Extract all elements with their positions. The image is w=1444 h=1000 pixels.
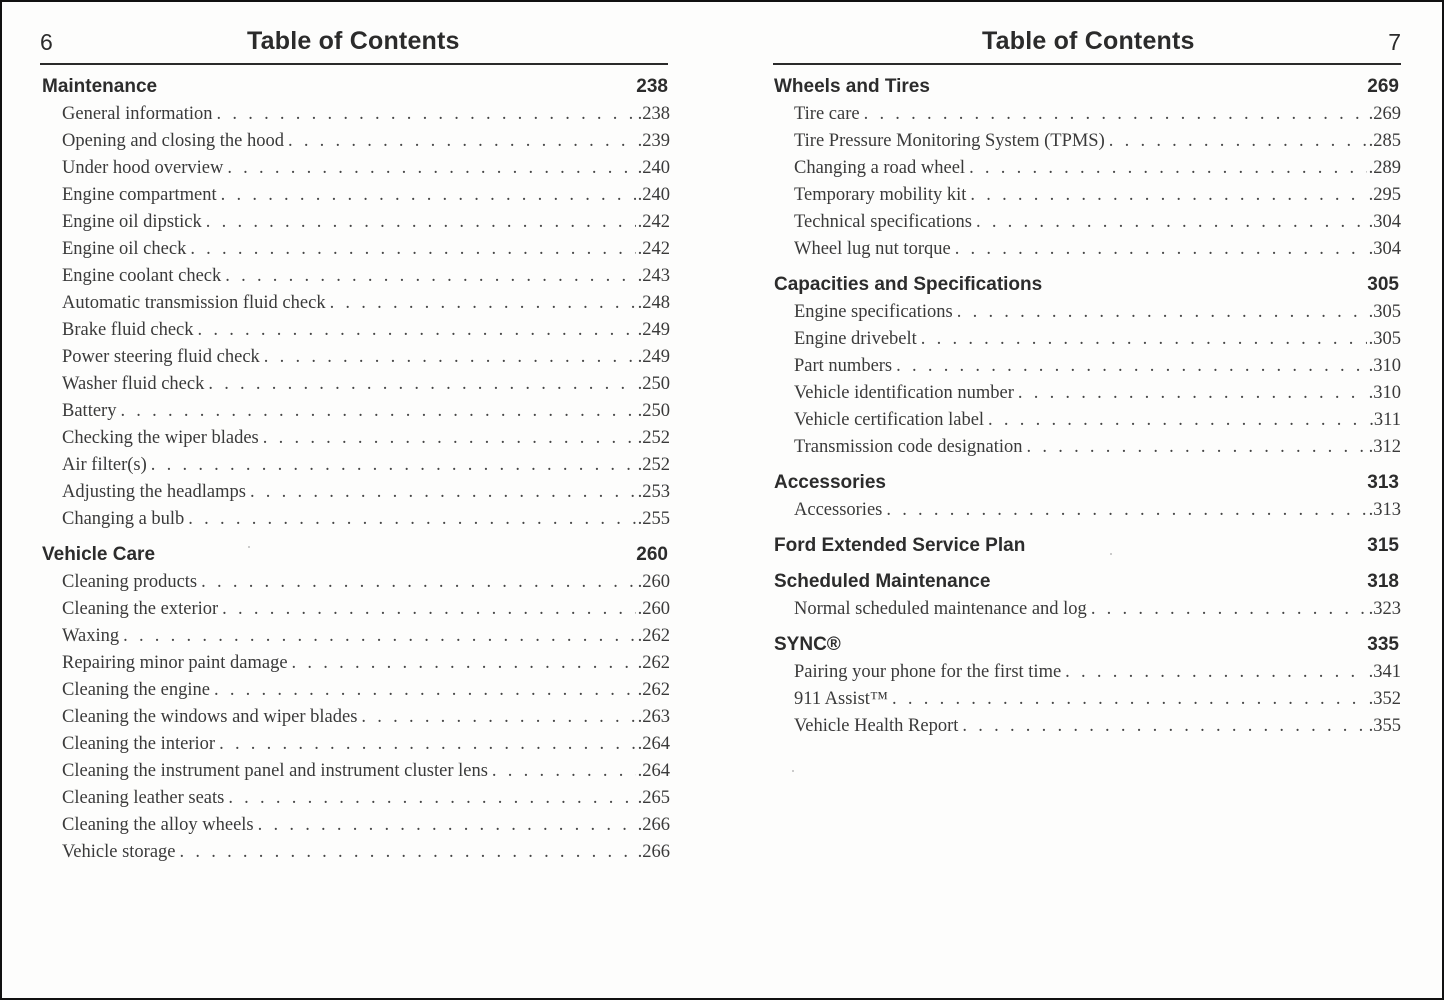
entry-page-number: . 249 — [638, 344, 670, 371]
dot-leader — [976, 209, 1367, 236]
section-page-number: 238 — [636, 76, 668, 97]
toc-entry[interactable] — [42, 506, 670, 533]
section-heading[interactable] — [774, 630, 1401, 659]
dot-leader — [190, 236, 635, 263]
toc-entry[interactable] — [42, 128, 670, 155]
dot-leader — [1018, 380, 1367, 407]
page-number: 7 — [1388, 29, 1401, 55]
entry-page-number: . 255 — [638, 506, 670, 533]
entry-label: Tire care — [794, 104, 860, 124]
toc-entry[interactable] — [774, 101, 1401, 128]
toc-section — [774, 270, 1401, 461]
dot-leader — [1027, 434, 1367, 461]
entry-label: 911 Assist™ — [794, 689, 889, 709]
entry-page-number: . 313 — [1369, 497, 1401, 524]
toc-entry[interactable] — [774, 236, 1401, 263]
dot-leader — [250, 479, 636, 506]
toc-entry[interactable] — [42, 704, 670, 731]
dot-leader — [263, 425, 636, 452]
toc-entry[interactable] — [42, 101, 670, 128]
toc-entry[interactable] — [774, 407, 1401, 434]
toc-entry[interactable] — [774, 434, 1401, 461]
entry-label: Technical specifications — [794, 212, 972, 232]
entry-page-number: . 285 — [1369, 128, 1401, 155]
toc-entry[interactable] — [42, 785, 670, 812]
entry-label: Temporary mobility kit — [794, 185, 967, 205]
entry-label: Engine oil dipstick — [62, 212, 202, 232]
entry-page-number: . 304 — [1369, 209, 1401, 236]
entry-label: Engine compartment — [62, 185, 217, 205]
dot-leader — [219, 731, 636, 758]
entry-page-number: . 253 — [638, 479, 670, 506]
entry-page-number: . 305 — [1369, 326, 1401, 353]
entry-label: Waxing — [62, 626, 120, 646]
right-page — [722, 2, 1442, 998]
entry-page-number: . 250 — [638, 371, 670, 398]
entry-page-number: . 355 — [1369, 713, 1401, 740]
entry-label: Opening and closing the hood — [62, 131, 284, 151]
section-page-number: 260 — [636, 544, 668, 565]
entry-page-number: . 252 — [638, 425, 670, 452]
toc-entry[interactable] — [774, 686, 1401, 713]
toc-entry[interactable] — [42, 479, 670, 506]
entry-page-number: . 239 — [638, 128, 670, 155]
entry-page-number: . 243 — [638, 263, 670, 290]
toc-entry[interactable] — [42, 236, 670, 263]
entry-page-number: . 240 — [638, 155, 670, 182]
entry-page-number: . 260 — [638, 596, 670, 623]
dot-leader — [227, 155, 635, 182]
section-heading[interactable] — [774, 531, 1401, 560]
toc-section — [774, 468, 1401, 524]
toc-section — [774, 567, 1401, 623]
page-number: 6 — [40, 29, 53, 55]
toc-entry[interactable] — [42, 182, 670, 209]
entry-page-number: . 341 — [1369, 659, 1401, 686]
entry-page-number: . 248 — [638, 290, 670, 317]
entry-page-number: . 250 — [638, 398, 670, 425]
entry-page-number: . 269 — [1369, 101, 1401, 128]
entry-label: Air filter(s) — [62, 455, 147, 475]
toc-entry[interactable] — [42, 596, 670, 623]
entry-label: Repairing minor paint damage — [62, 653, 288, 673]
dot-leader — [206, 209, 636, 236]
dot-leader — [221, 182, 636, 209]
dot-leader — [361, 704, 635, 731]
toc-entry[interactable] — [42, 425, 670, 452]
entry-label: Cleaning the exterior — [62, 599, 219, 619]
page-title: Table of Contents — [982, 27, 1195, 55]
entry-page-number: . 242 — [638, 236, 670, 263]
dot-leader — [330, 290, 636, 317]
section-page-number: 313 — [1367, 472, 1399, 493]
entry-page-number: . 305 — [1369, 299, 1401, 326]
section-heading[interactable] — [774, 270, 1401, 299]
entry-label: Checking the wiper blades — [62, 428, 259, 448]
entry-label: Engine specifications — [794, 302, 953, 322]
toc-entry[interactable] — [42, 209, 670, 236]
toc-entry[interactable] — [42, 263, 670, 290]
entry-label: Cleaning the engine — [62, 680, 210, 700]
toc-entry[interactable] — [774, 182, 1401, 209]
entry-page-number: . 311 — [1369, 407, 1401, 434]
entry-label: Battery — [62, 401, 117, 421]
entry-label: Wheel lug nut torque — [794, 239, 951, 259]
toc-entry[interactable] — [42, 758, 670, 785]
toc-entry[interactable] — [774, 659, 1401, 686]
dot-leader — [217, 101, 636, 128]
dot-leader — [957, 299, 1367, 326]
toc-entry[interactable] — [42, 569, 670, 596]
toc-entry[interactable] — [774, 353, 1401, 380]
entry-page-number: . 266 — [638, 839, 670, 866]
section-title: Vehicle Care — [42, 544, 156, 565]
section-title: Capacities and Specifications — [774, 274, 1043, 295]
entry-label: Part numbers — [794, 356, 893, 376]
entry-label: Transmission code designation — [794, 437, 1023, 457]
dot-leader — [151, 452, 636, 479]
toc-entry[interactable] — [42, 623, 670, 650]
dot-leader — [892, 686, 1367, 713]
dot-leader — [188, 506, 635, 533]
entry-label: Accessories — [794, 500, 883, 520]
entry-label: General information — [62, 104, 213, 124]
section-title: SYNC® — [774, 634, 841, 655]
toc-entry[interactable] — [774, 596, 1401, 623]
dot-leader — [988, 407, 1367, 434]
entry-label: Normal scheduled maintenance and log — [794, 599, 1087, 619]
toc-list — [42, 72, 670, 873]
toc-entry[interactable] — [42, 344, 670, 371]
entry-page-number: . 240 — [638, 182, 670, 209]
entry-label: Vehicle identification number — [794, 383, 1014, 403]
section-heading[interactable] — [42, 540, 670, 569]
section-page-number: 335 — [1367, 634, 1399, 655]
toc-entry[interactable] — [774, 128, 1401, 155]
entry-page-number: . 264 — [638, 731, 670, 758]
toc-entry[interactable] — [774, 497, 1401, 524]
entry-label: Cleaning leather seats — [62, 788, 225, 808]
entry-page-number: . 289 — [1369, 155, 1401, 182]
entry-page-number: . 310 — [1369, 353, 1401, 380]
dot-leader — [201, 569, 635, 596]
entry-label: Vehicle Health Report — [794, 716, 959, 736]
dot-leader — [222, 596, 635, 623]
entry-page-number: . 263 — [638, 704, 670, 731]
toc-entry[interactable] — [774, 713, 1401, 740]
entry-page-number: . 264 — [638, 758, 670, 785]
section-page-number: 315 — [1367, 535, 1399, 556]
toc-entry[interactable] — [42, 317, 670, 344]
entry-page-number: . 266 — [638, 812, 670, 839]
dot-leader — [120, 398, 635, 425]
entry-label: Pairing your phone for the first time — [794, 662, 1062, 682]
toc-entry[interactable] — [774, 380, 1401, 407]
section-heading[interactable] — [42, 72, 670, 101]
toc-entry[interactable] — [42, 731, 670, 758]
toc-entry[interactable] — [42, 290, 670, 317]
entry-label: Engine drivebelt — [794, 329, 917, 349]
page-title: Table of Contents — [247, 27, 460, 55]
toc-entry[interactable] — [774, 326, 1401, 353]
toc-entry[interactable] — [42, 371, 670, 398]
dot-leader — [969, 155, 1367, 182]
entry-label: Cleaning products — [62, 572, 198, 592]
entry-page-number: . 310 — [1369, 380, 1401, 407]
toc-entry[interactable] — [42, 812, 670, 839]
entry-page-number: . 262 — [638, 650, 670, 677]
dot-leader — [970, 182, 1366, 209]
toc-list — [774, 72, 1401, 747]
entry-label: Vehicle storage — [62, 842, 176, 862]
section-page-number: 318 — [1367, 571, 1399, 592]
toc-section — [774, 72, 1401, 263]
entry-label: Vehicle certification label — [794, 410, 985, 430]
toc-entry[interactable] — [42, 650, 670, 677]
toc-section — [42, 540, 670, 866]
toc-entry[interactable] — [774, 155, 1401, 182]
entry-page-number: . 312 — [1369, 434, 1401, 461]
paper-speck — [248, 546, 250, 548]
paper-speck — [792, 770, 794, 772]
section-title: Ford Extended Service Plan — [774, 535, 1026, 556]
dot-leader — [264, 344, 636, 371]
toc-section — [774, 531, 1401, 560]
dot-leader — [962, 713, 1366, 740]
left-page — [2, 2, 722, 998]
section-title: Scheduled Maintenance — [774, 571, 991, 592]
section-heading[interactable] — [774, 567, 1401, 596]
entry-page-number: . 262 — [638, 623, 670, 650]
entry-label: Under hood overview — [62, 158, 224, 178]
dot-leader — [180, 839, 636, 866]
dot-leader — [292, 650, 636, 677]
section-page-number: 269 — [1367, 76, 1399, 97]
entry-label: Changing a road wheel — [794, 158, 966, 178]
toc-entry[interactable] — [774, 209, 1401, 236]
entry-page-number: . 260 — [638, 569, 670, 596]
section-heading[interactable] — [774, 468, 1401, 497]
entry-label: Changing a bulb — [62, 509, 185, 529]
entry-label: Cleaning the windows and wiper blades — [62, 707, 358, 727]
entry-label: Tire Pressure Monitoring System (TPMS) — [794, 131, 1105, 151]
section-title: Accessories — [774, 472, 886, 493]
entry-label: Engine coolant check — [62, 266, 222, 286]
dot-leader — [198, 317, 636, 344]
entry-page-number: . 238 — [638, 101, 670, 128]
dot-leader — [258, 812, 636, 839]
entry-label: Cleaning the interior — [62, 734, 216, 754]
entry-page-number: . 252 — [638, 452, 670, 479]
dot-leader — [492, 758, 636, 785]
entry-page-number: . 265 — [638, 785, 670, 812]
dot-leader — [1091, 596, 1367, 623]
dot-leader — [1109, 128, 1367, 155]
dot-leader — [864, 101, 1367, 128]
entry-page-number: . 262 — [638, 677, 670, 704]
entry-page-number: . 295 — [1369, 182, 1401, 209]
entry-page-number: . 352 — [1369, 686, 1401, 713]
dot-leader — [921, 326, 1367, 353]
entry-label: Power steering fluid check — [62, 347, 260, 367]
toc-entry[interactable] — [42, 155, 670, 182]
entry-label: Brake fluid check — [62, 320, 194, 340]
dot-leader — [208, 371, 635, 398]
entry-page-number: . 249 — [638, 317, 670, 344]
dot-leader — [123, 623, 636, 650]
toc-entry[interactable] — [42, 839, 670, 866]
toc-entry[interactable] — [774, 299, 1401, 326]
toc-entry[interactable] — [42, 452, 670, 479]
entry-page-number: . 242 — [638, 209, 670, 236]
entry-label: Automatic transmission fluid check — [62, 293, 326, 313]
dot-leader — [225, 263, 635, 290]
section-heading[interactable] — [774, 72, 1401, 101]
dot-leader — [896, 353, 1366, 380]
dot-leader — [886, 497, 1366, 524]
toc-section — [42, 72, 670, 533]
entry-label: Cleaning the instrument panel and instrument cluster lens — [62, 761, 488, 781]
entry-label: Engine oil check — [62, 239, 187, 259]
dot-leader — [955, 236, 1367, 263]
entry-label: Adjusting the headlamps — [62, 482, 246, 502]
paper-speck — [1110, 553, 1112, 555]
dot-leader — [288, 128, 636, 155]
entry-label: Cleaning the alloy wheels — [62, 815, 254, 835]
entry-page-number: . 304 — [1369, 236, 1401, 263]
entry-page-number: . 323 — [1369, 596, 1401, 623]
section-title: Maintenance — [42, 76, 158, 97]
toc-entry[interactable] — [42, 398, 670, 425]
section-title: Wheels and Tires — [774, 76, 930, 97]
dot-leader — [1065, 659, 1366, 686]
section-page-number: 305 — [1367, 274, 1399, 295]
toc-section — [774, 630, 1401, 740]
dot-leader — [228, 785, 635, 812]
page-header — [773, 27, 1401, 65]
toc-entry[interactable] — [42, 677, 670, 704]
dot-leader — [214, 677, 636, 704]
page-header — [40, 27, 668, 65]
entry-label: Washer fluid check — [62, 374, 205, 394]
